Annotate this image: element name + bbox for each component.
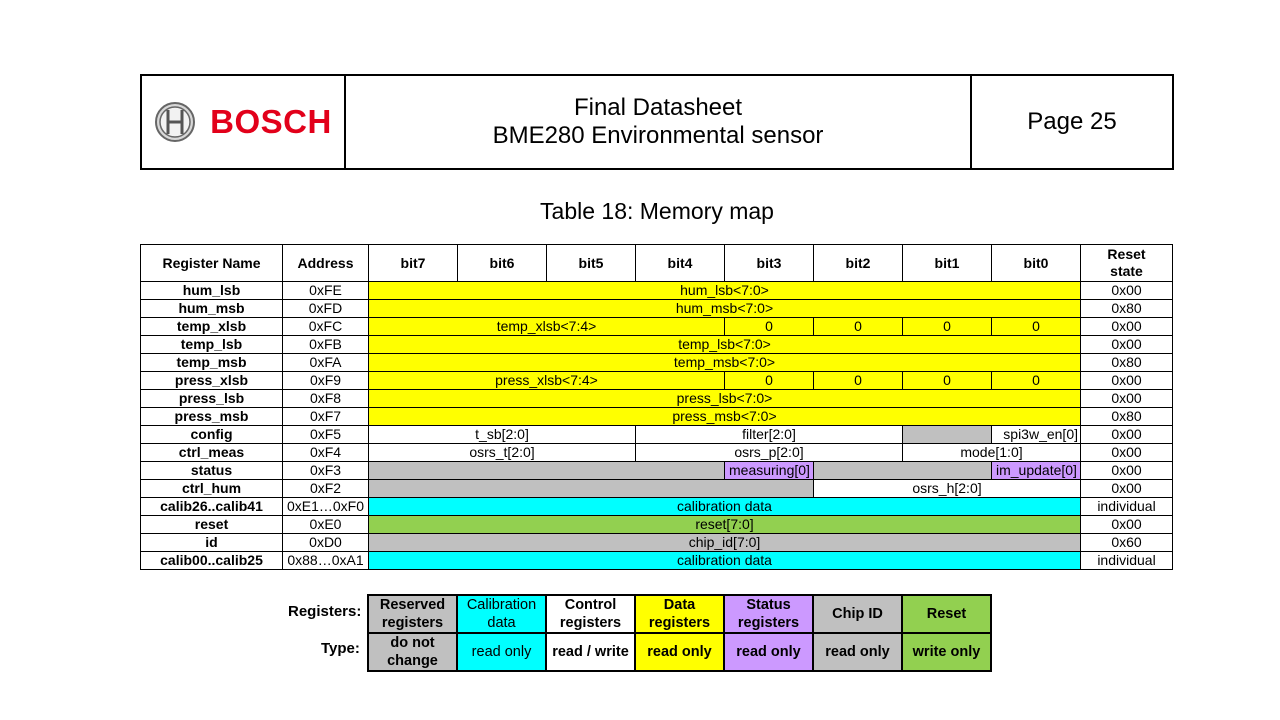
legend-reg-line1: Control [564,597,617,613]
reset-value: 0x00 [1081,318,1173,336]
col-address: Address [283,245,369,282]
reset-value: 0x00 [1081,516,1173,534]
register-address: 0xFB [283,336,369,354]
chip-id-field: chip_id[7:0] [369,534,1081,552]
legend-registers-row [368,595,991,633]
reset-value: 0x80 [1081,300,1173,318]
control-field: mode[1:0] [903,444,1081,462]
register-name: calib26..calib41 [141,498,283,516]
legend-reg-line1: Data [663,597,696,613]
page-header [140,74,1174,170]
register-name: status [141,462,283,480]
table-row [141,408,1173,426]
register-name: temp_xlsb [141,318,283,336]
col-register-name: Register Name [141,245,283,282]
col-bit5: bit5 [547,245,636,282]
legend-type-line2: change [387,653,438,669]
register-address: 0x88…0xA1 [283,552,369,570]
calibration-field: calibration data [369,552,1081,570]
control-field: osrs_h[2:0] [814,480,1081,498]
legend-reg-line1: Calibration [466,597,537,613]
reset-value: 0x80 [1081,354,1173,372]
table-caption: Table 18: Memory map [540,198,774,224]
register-name: temp_msb [141,354,283,372]
table-row [141,498,1173,516]
data-field: temp_msb<7:0> [369,354,1081,372]
document-title [346,76,972,168]
reset-value: 0x00 [1081,390,1173,408]
register-name: hum_msb [141,300,283,318]
reset-header-line2: state [1110,263,1143,279]
bit1-value: 0 [903,318,992,336]
bit3-value: 0 [725,318,814,336]
table-row [141,336,1173,354]
register-address: 0xFE [283,282,369,300]
table-row [141,426,1173,444]
register-name: reset [141,516,283,534]
legend-table [367,594,992,672]
status-field: im_update[0] [992,462,1081,480]
legend-type-calibration: read only [457,633,546,671]
register-address: 0xE1…0xF0 [283,498,369,516]
table-row [141,552,1173,570]
title-line-2: BME280 Environmental sensor [492,122,824,149]
register-address: 0xF7 [283,408,369,426]
table-row [141,516,1173,534]
brand-logo-text: BOSCH [210,103,332,140]
table-row [141,480,1173,498]
bit2-value: 0 [814,372,903,390]
page-number: Page 25 [1027,108,1117,135]
data-field: temp_lsb<7:0> [369,336,1081,354]
table-row [141,282,1173,300]
reset-value: 0x00 [1081,372,1173,390]
reset-value: 0x80 [1081,408,1173,426]
reserved-field [369,462,725,480]
legend-registers-label: Registers: [288,603,362,620]
col-bit1: bit1 [903,245,992,282]
reset-value: 0x00 [1081,336,1173,354]
register-address: 0xFD [283,300,369,318]
reserved-field [369,480,814,498]
register-address: 0xE0 [283,516,369,534]
bit2-value: 0 [814,318,903,336]
title-line-1: Final Datasheet [573,94,743,121]
memory-map-table [140,244,1173,570]
data-field: press_xlsb<7:4> [369,372,725,390]
bit0-value: 0 [992,372,1081,390]
register-name: press_xlsb [141,372,283,390]
register-address: 0xF8 [283,390,369,408]
register-address: 0xD0 [283,534,369,552]
register-address: 0xF9 [283,372,369,390]
table-row [141,318,1173,336]
register-address: 0xFC [283,318,369,336]
legend-type-control: read / write [546,633,635,671]
legend-reg-line2: registers [737,615,800,631]
table-row [141,462,1173,480]
register-address: 0xF5 [283,426,369,444]
col-reset-state [1081,245,1173,282]
calibration-field: calibration data [369,498,1081,516]
table-row [141,300,1173,318]
legend-reg-line1: Status [746,597,791,613]
table-row [141,444,1173,462]
legend-reg-line2: registers [559,615,622,631]
data-field: hum_msb<7:0> [369,300,1081,318]
legend-control [546,595,635,633]
reset-header-line1: Reset [1107,246,1146,262]
bosch-armature-icon [154,101,196,143]
data-field: press_msb<7:0> [369,408,1081,426]
legend-type-chip-id: read only [813,633,902,671]
register-name: press_msb [141,408,283,426]
legend-reg-line2: data [487,615,516,631]
register-name: press_lsb [141,390,283,408]
header-row [141,245,1173,282]
legend-reset: Reset [902,595,991,633]
legend-type-data: read only [635,633,724,671]
table-row [141,534,1173,552]
legend-reg-line2: registers [648,615,711,631]
register-address: 0xF3 [283,462,369,480]
register-name: hum_lsb [141,282,283,300]
status-field: measuring[0] [725,462,814,480]
register-name: ctrl_meas [141,444,283,462]
legend-reg-line2: registers [381,615,444,631]
control-field: spi3w_en[0] [992,426,1081,444]
col-bit6: bit6 [458,245,547,282]
col-bit7: bit7 [369,245,458,282]
legend-type-reset: write only [902,633,991,671]
bit1-value: 0 [903,372,992,390]
reset-value: 0x00 [1081,462,1173,480]
col-bit0: bit0 [992,245,1081,282]
data-field: hum_lsb<7:0> [369,282,1081,300]
legend-status [724,595,813,633]
legend-chip-id: Chip ID [813,595,902,633]
control-field: t_sb[2:0] [369,426,636,444]
data-field: temp_xlsb<7:4> [369,318,725,336]
table-row [141,372,1173,390]
data-field: press_lsb<7:0> [369,390,1081,408]
bit0-value: 0 [992,318,1081,336]
table-row [141,390,1173,408]
legend-reserved [368,595,457,633]
legend-type-line1: do not [390,635,435,651]
register-address: 0xF4 [283,444,369,462]
legend-type-reserved [368,633,457,671]
col-bit3: bit3 [725,245,814,282]
bit3-value: 0 [725,372,814,390]
register-address: 0xFA [283,354,369,372]
col-bit4: bit4 [636,245,725,282]
reset-field: reset[7:0] [369,516,1081,534]
register-name: temp_lsb [141,336,283,354]
register-name: ctrl_hum [141,480,283,498]
logo-cell [142,76,346,168]
register-name: calib00..calib25 [141,552,283,570]
control-field: osrs_p[2:0] [636,444,903,462]
register-address: 0xF2 [283,480,369,498]
reset-value: individual [1081,498,1173,516]
register-name: config [141,426,283,444]
legend-type-label: Type: [321,640,360,657]
reset-value: 0x00 [1081,480,1173,498]
control-field: filter[2:0] [636,426,903,444]
table-row [141,354,1173,372]
legend-data [635,595,724,633]
reset-value: 0x00 [1081,426,1173,444]
reset-value: 0x60 [1081,534,1173,552]
reserved-bit [903,426,992,444]
reset-value: 0x00 [1081,282,1173,300]
control-field: osrs_t[2:0] [369,444,636,462]
legend-type-row [368,633,991,671]
reset-value: 0x00 [1081,444,1173,462]
reset-value: individual [1081,552,1173,570]
legend-calibration [457,595,546,633]
register-name: id [141,534,283,552]
legend-type-status: read only [724,633,813,671]
col-bit2: bit2 [814,245,903,282]
reserved-field [814,462,992,480]
legend-reg-line1: Reserved [379,597,446,613]
